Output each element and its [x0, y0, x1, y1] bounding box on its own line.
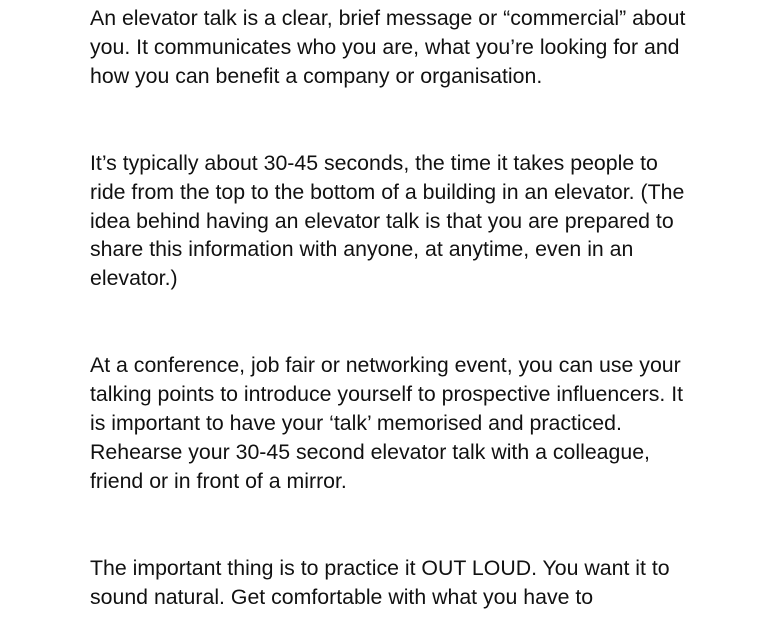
paragraph-practice-out-loud: The important thing is to practice it OUT LOUD. You want it to sound natural. Get comfortable with what you have to: [90, 555, 670, 609]
document-body: [90, 4, 690, 612]
paragraph-networking-usage: At a conference, job fair or networking event, you can use your talking points to introduce yourself to prospective influencers. It is important to have your ‘talk’ memorised and practiced. Rehearse your 30-45 second elevator talk with a colleague, friend or in front of a mirror.: [90, 353, 684, 493]
paragraph-elevator-talk-duration: It’s typically about 30-45 seconds, the time it takes people to ride from the top to the bottom of a building in an elevator. (The idea behind having an elevator talk is that you are prepared to share this information with anyone, at anytime, even in an elevator.): [90, 150, 685, 291]
paragraph-elevator-talk-definition: An elevator talk is a clear, brief message or “commercial” about you. It communicates who you are, what you’re looking for and how you can benefit a company or organisation.: [90, 6, 686, 88]
